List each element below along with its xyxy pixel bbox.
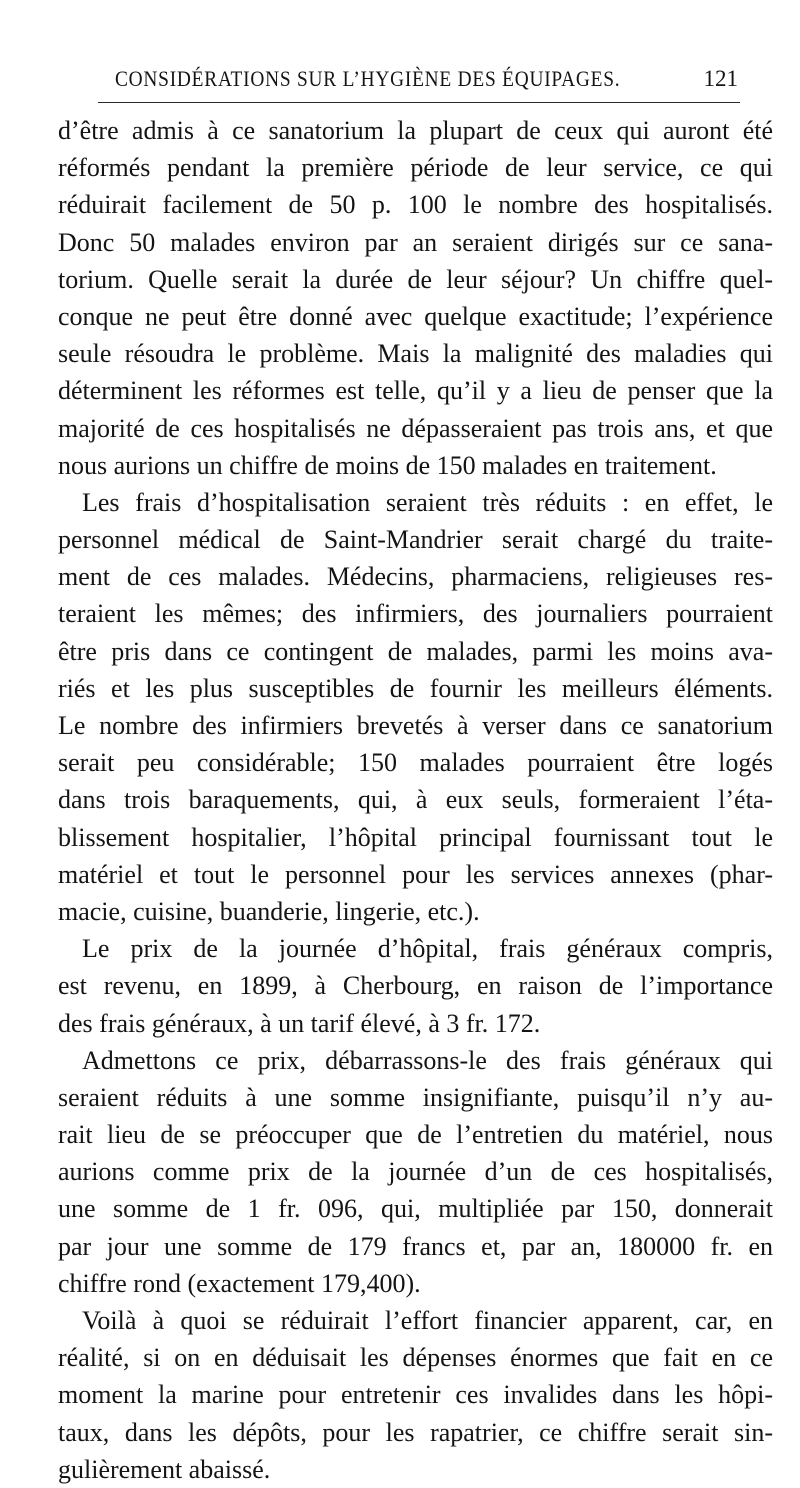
text-line: Le prix de la journée d’hôpital, frais généraux compris, [82,934,773,964]
page-number: 121 [703,66,738,91]
text-line: réalité, si on en déduisait les dépenses énormes que fait en ce [58,1343,773,1373]
text-line: seraient réduits à une somme insignifiante, puisqu’il n’y au- [58,1082,773,1112]
text-line: rait lieu de se préoccuper que de l’entretien du matériel, nous [58,1120,773,1150]
text-line: être pris dans ce contingent de malades, parmi les moins ava- [58,636,773,666]
text-line: teraient les mêmes; des infirmiers, des journaliers pourraient [58,599,773,629]
text-line: dans trois baraquements, qui, à eux seuls, formeraient l’éta- [58,785,773,815]
text-line: d’être admis à ce sanatorium la plupart de ceux qui auront été [58,116,773,145]
text-line: personnel médical de Saint-Mandrier serait chargé du traite- [58,525,773,555]
text-line: riés et les plus susceptibles de fournir les meilleurs éléments. [58,673,773,703]
text-line: des frais généraux, à un tarif élevé, à 3 fr. 172. [58,1008,541,1038]
text-line: conque ne peut être donné avec quelque exactitude; l’expérience [58,301,773,331]
text-line: moment la marine pour entretenir ces invalides dans les hôpi- [58,1380,773,1410]
text-line: taux, dans les dépôts, pour les rapatrier, ce chiffre serait sin- [58,1417,773,1447]
paragraph [58,112,773,484]
text-line: Admettons ce prix, débarrassons-le des frais généraux qui [82,1045,773,1075]
text-line: matériel et tout le personnel pour les services annexes (phar- [58,859,773,889]
text-line: par jour une somme de 179 francs et, par an, 180000 fr. en [58,1231,773,1261]
text-line: macie, cuisine, buanderie, lingerie, etc.). [58,896,480,926]
text-line: Le nombre des infirmiers brevetés à verser dans ce sanatorium [58,711,773,740]
text-line: nous aurions un chiffre de moins de 150 malades en traitement. [58,450,717,480]
text-line: déterminent les réformes est telle, qu’il y a lieu de penser que la [58,376,773,406]
text-line: une somme de 1 fr. 096, qui, multipliée par 150, donnerait [58,1194,773,1224]
text-line: majorité de ces hospitalisés ne dépasseraient pas trois ans, et que [58,413,773,443]
paragraph [58,1042,773,1302]
text-line: Voilà à quoi se réduirait l’effort financier apparent, car, en [82,1306,773,1335]
text-line: réformés pendant la première période de leur service, ce qui [58,153,773,183]
text-line: torium. Quelle serait la durée de leur séjour? Un chiffre quel- [58,264,773,294]
text-line: Donc 50 malades environ par an seraient dirigés sur ce sana- [58,227,773,257]
text-line: serait peu considérable; 150 malades pourraient être logés [58,748,773,778]
page-header [98,62,740,103]
paragraph [58,930,773,1042]
text-line: chiffre rond (exactement 179,400). [58,1268,421,1298]
text-line: Les frais d’hospitalisation seraient très réduits : en effet, le [82,487,773,517]
text-line: aurions comme prix de la journée d’un de ces hospitalisés, [58,1157,773,1187]
running-title: CONSIDÉRATIONS SUR L’HYGIÈNE DES ÉQUIPAGES. [115,66,621,91]
text-line: gulièrement abaissé. [58,1454,271,1484]
text-line: blissement hospitalier, l’hôpital principal fournissant tout le [58,822,773,852]
text-line: seule résoudra le problème. Mais la malignité des maladies qui [58,339,773,369]
text-line: est revenu, en 1899, à Cherbourg, en raison de l’importance [58,971,773,1001]
paragraph [58,1302,773,1488]
text-line: réduirait facilement de 50 p. 100 le nombre des hospitalisés. [58,190,773,220]
paragraph [58,484,773,930]
text-line: ment de ces malades. Médecins, pharmaciens, religieuses res- [58,562,773,592]
body-text [58,112,773,1488]
